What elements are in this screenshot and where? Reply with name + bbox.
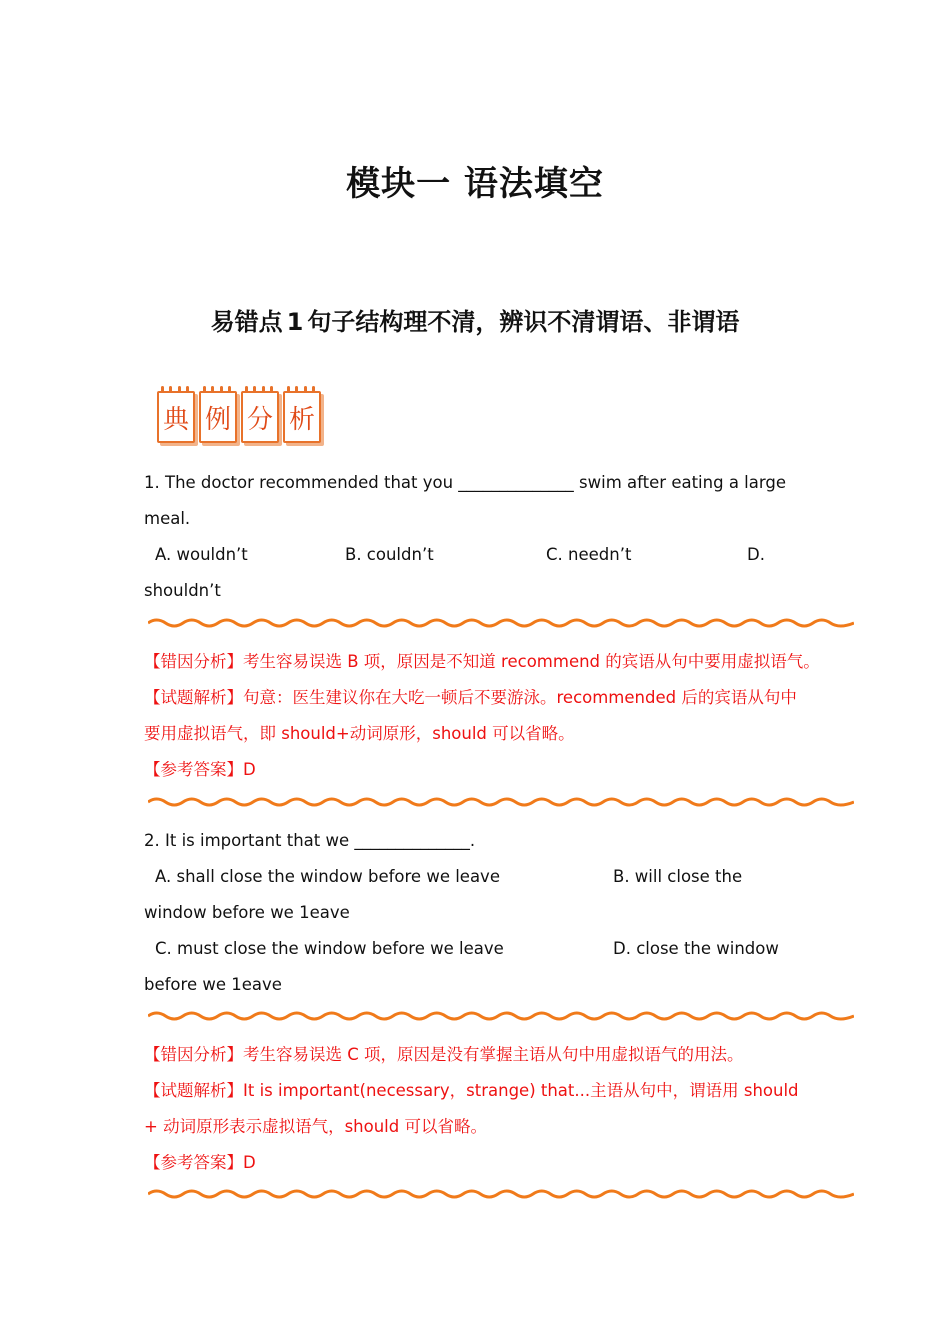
explanation-cont: 要用虚拟语气，即 should+动词原形，should 可以省略。 — [144, 724, 575, 743]
wave-divider — [148, 616, 854, 630]
reference-answer — [144, 1145, 814, 1181]
question-stem-cont: meal. — [144, 509, 191, 528]
wave-divider — [148, 795, 854, 809]
options-row — [144, 537, 814, 573]
badge-char: 典 — [162, 404, 189, 435]
explanation — [144, 1073, 814, 1109]
example-analysis-badge — [157, 386, 319, 440]
badge-char: 分 — [246, 404, 273, 435]
option-b-wrap: window before we 1eave — [144, 903, 350, 922]
section-number: 1 — [286, 308, 304, 336]
error-analysis — [144, 644, 820, 680]
question-1-analysis — [144, 644, 820, 788]
badge-card — [157, 386, 193, 440]
answer-label: 【参考答案】 — [144, 760, 243, 779]
option-c: C. needn’t — [546, 545, 632, 564]
badge-card — [241, 386, 277, 440]
error-analysis-label: 【错因分析】 — [144, 652, 243, 671]
options-row — [144, 859, 814, 895]
question-stem: 2. It is important that we ______________. — [144, 831, 476, 850]
section-text: 句子结构理不清，辨识不清谓语、非谓语 — [307, 308, 740, 336]
answer-label: 【参考答案】 — [144, 1153, 243, 1172]
explanation-text: 句意：医生建议你在大吃一顿后不要游泳。recommended 后的宾语从句中 — [243, 688, 797, 707]
option-b: B. couldn’t — [345, 545, 434, 564]
option-a: A. shall close the window before we leave — [155, 867, 500, 886]
explanation-text: It is important(necessary，strange) that...主语从句中，谓语用 should — [243, 1081, 799, 1100]
option-d: D. — [747, 545, 765, 564]
badge-char: 例 — [204, 404, 231, 435]
wave-divider — [148, 1009, 854, 1023]
badge-card — [199, 386, 235, 440]
answer-value: D — [243, 1153, 256, 1172]
section-prefix: 易错点 — [210, 308, 283, 336]
option-b: B. will close the — [613, 867, 743, 886]
explanation-label: 【试题解析】 — [144, 688, 243, 707]
error-analysis-text: 考生容易误选 C 项，原因是没有掌握主语从句中用虚拟语气的用法。 — [243, 1045, 744, 1064]
reference-answer — [144, 752, 814, 788]
error-analysis — [144, 1037, 814, 1073]
explanation — [144, 680, 814, 716]
question-1 — [144, 465, 814, 609]
section-heading — [0, 302, 950, 337]
option-d-wrap: shouldn’t — [144, 581, 221, 600]
explanation-cont: + 动词原形表示虚拟语气，should 可以省略。 — [144, 1117, 487, 1136]
error-analysis-label: 【错因分析】 — [144, 1045, 243, 1064]
badge-char: 析 — [288, 404, 315, 435]
question-2 — [144, 823, 814, 1003]
option-d: D. close the window — [613, 939, 779, 958]
error-analysis-text: 考生容易误选 B 项，原因是不知道 recommend 的宾语从句中要用虚拟语气。 — [243, 652, 820, 671]
option-a: A. wouldn’t — [155, 545, 248, 564]
option-d-wrap: before we 1eave — [144, 975, 282, 994]
page-title: 模块一 语法填空 — [346, 164, 604, 204]
badge-card — [283, 386, 319, 440]
options-row — [144, 931, 814, 967]
option-c: C. must close the window before we leave — [155, 939, 504, 958]
explanation-label: 【试题解析】 — [144, 1081, 243, 1100]
question-stem: 1. The doctor recommended that you ______________ swim after eating a large — [144, 473, 786, 492]
question-2-analysis — [144, 1037, 814, 1181]
wave-divider — [148, 1187, 854, 1201]
answer-value: D — [243, 760, 256, 779]
